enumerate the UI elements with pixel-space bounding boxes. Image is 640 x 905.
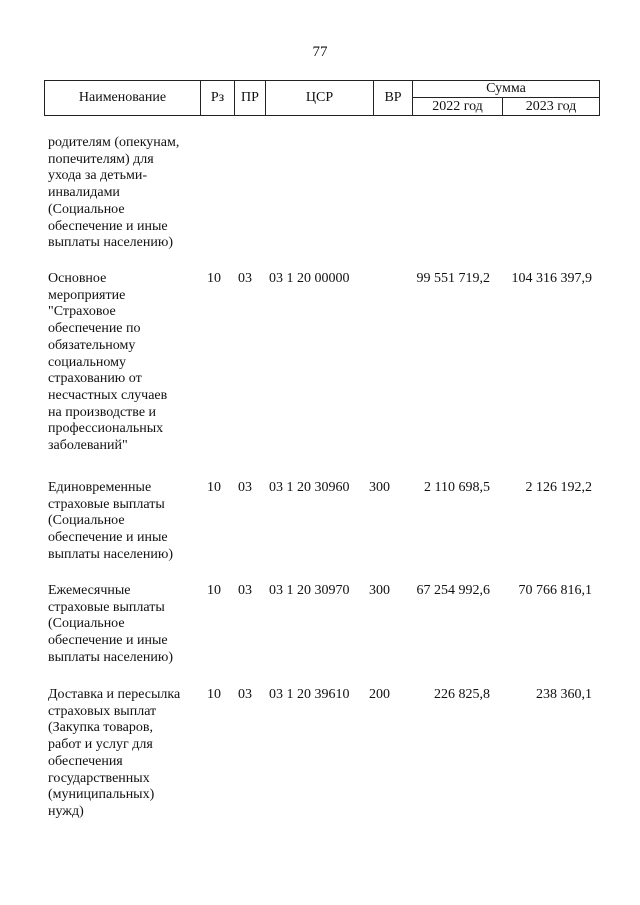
table-header bbox=[44, 80, 600, 116]
row-csr: 03 1 20 39610 bbox=[269, 687, 350, 702]
row-name: Доставка и пересылка страховых выплат (Закупка товаров, работ и услуг для обеспечения государственных (муниципальных) нужд) bbox=[48, 687, 181, 819]
row-vr: 300 bbox=[369, 583, 390, 598]
row-csr: 03 1 20 00000 bbox=[269, 271, 350, 286]
row-csr: 03 1 20 30970 bbox=[269, 583, 350, 598]
header-csr: ЦСР bbox=[266, 81, 374, 115]
row-sum-2023: 70 766 816,1 bbox=[518, 583, 592, 598]
row-sum-2022: 226 825,8 bbox=[434, 687, 490, 702]
header-vr: ВР bbox=[374, 81, 413, 115]
header-year-2023: 2023 год bbox=[503, 98, 600, 115]
row-pr: 03 bbox=[238, 687, 252, 702]
row-sum-2022: 99 551 719,2 bbox=[416, 271, 490, 286]
row-csr: 03 1 20 30960 bbox=[269, 480, 350, 495]
row-rz: 10 bbox=[207, 480, 221, 495]
row-pr: 03 bbox=[238, 583, 252, 598]
row-rz: 10 bbox=[207, 583, 221, 598]
row-name: Основное мероприятие "Страховое обеспечение по обязательному социальному страхованию от несчастных случаев на производстве и профессиональных заболеваний" bbox=[48, 271, 168, 454]
header-sum: Сумма bbox=[413, 81, 600, 98]
row-sum-2022: 67 254 992,6 bbox=[416, 583, 490, 598]
row-rz: 10 bbox=[207, 687, 221, 702]
row-vr: 200 bbox=[369, 687, 390, 702]
row-sum-2023: 238 360,1 bbox=[536, 687, 592, 702]
row-pr: 03 bbox=[238, 271, 252, 286]
header-pr: ПР bbox=[235, 81, 266, 115]
row-sum-2023: 104 316 397,9 bbox=[511, 271, 592, 286]
page-number: 77 bbox=[312, 44, 328, 60]
header-rz: Рз bbox=[201, 81, 235, 115]
row-name: родителям (опекунам, попечителям) для ухода за детьми- инвалидами (Социальное обеспечение и иные выплаты населению) bbox=[48, 135, 180, 251]
header-name: Наименование bbox=[44, 81, 201, 115]
row-rz: 10 bbox=[207, 271, 221, 286]
row-name: Единовременные страховые выплаты (Социальное обеспечение и иные выплаты населению) bbox=[48, 480, 173, 562]
row-sum-2022: 2 110 698,5 bbox=[424, 480, 490, 495]
row-pr: 03 bbox=[238, 480, 252, 495]
header-year-2022: 2022 год bbox=[413, 98, 503, 115]
row-sum-2023: 2 126 192,2 bbox=[525, 480, 592, 495]
row-name: Ежемесячные страховые выплаты (Социальное обеспечение и иные выплаты населению) bbox=[48, 583, 173, 665]
row-vr: 300 bbox=[369, 480, 390, 495]
